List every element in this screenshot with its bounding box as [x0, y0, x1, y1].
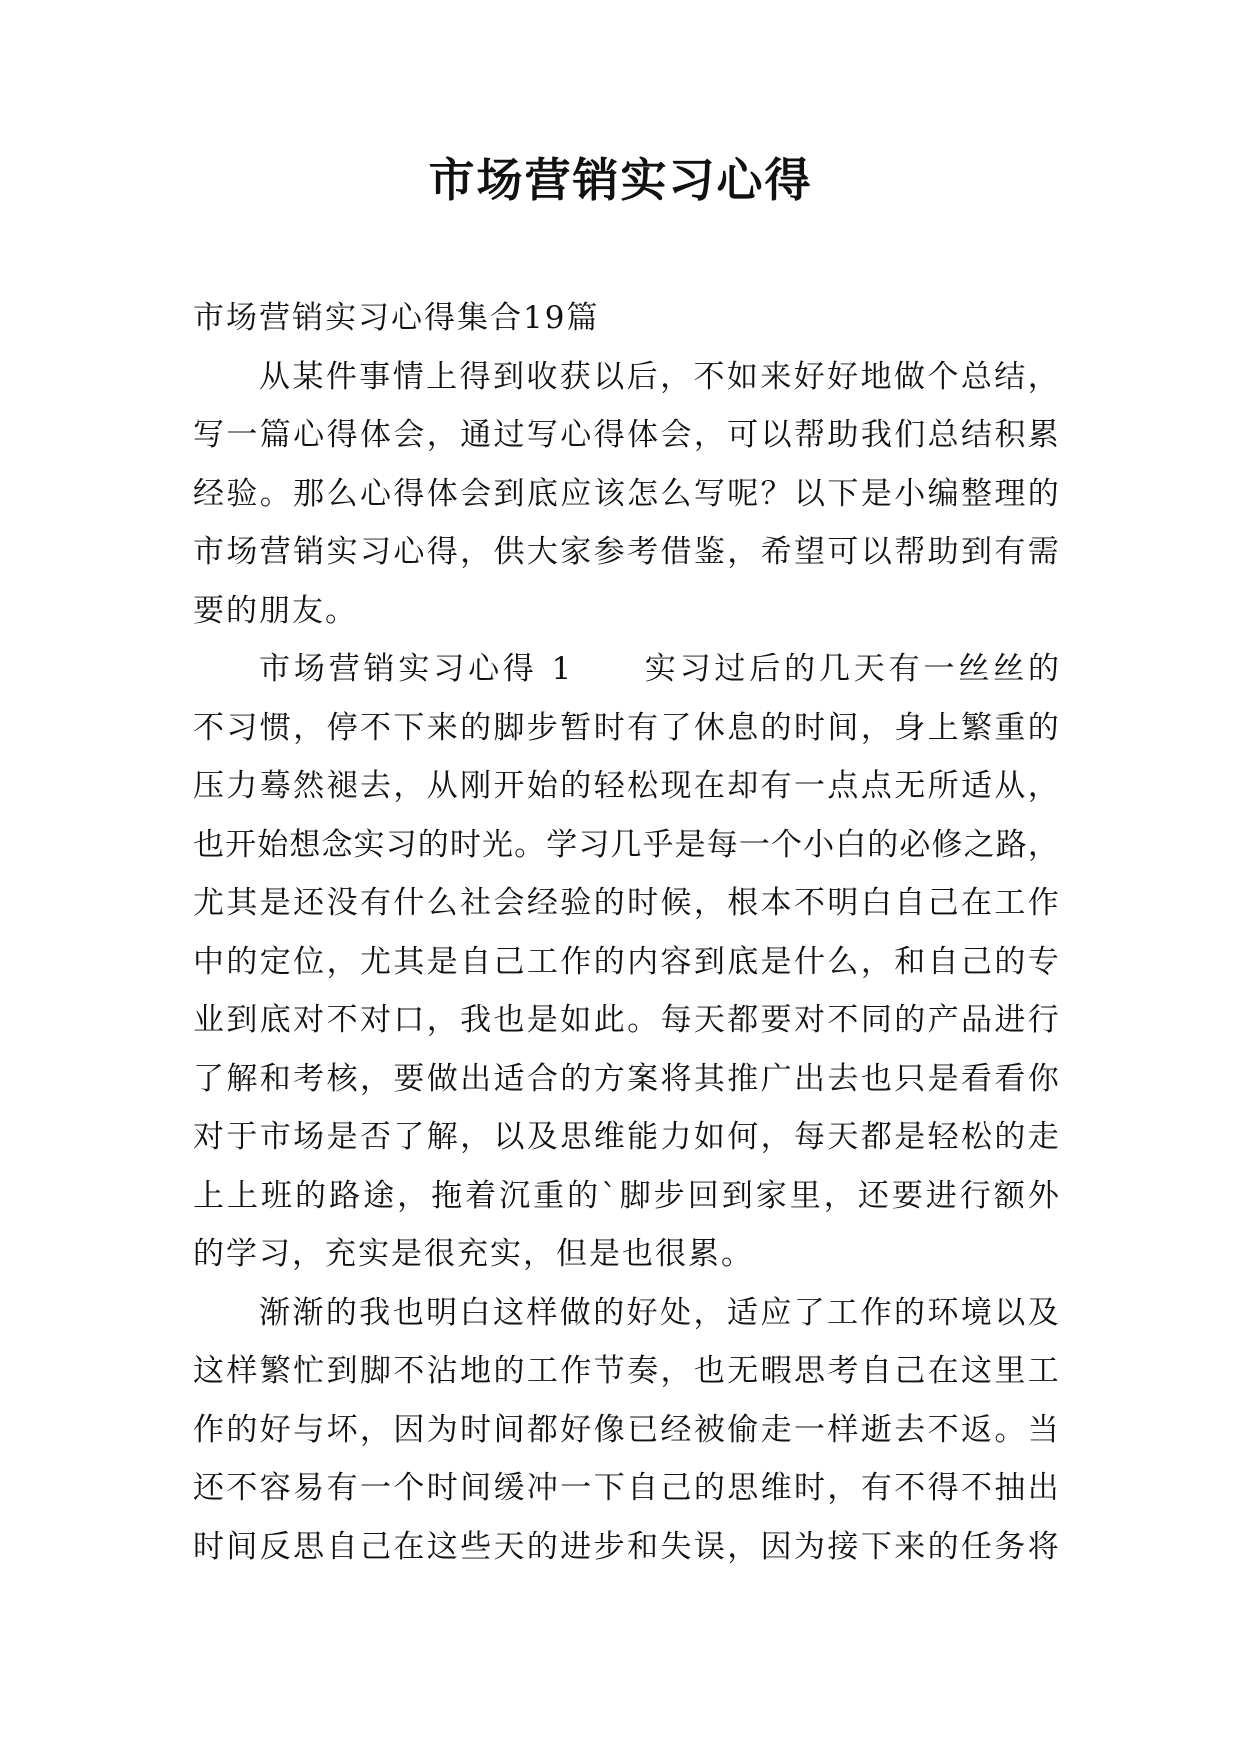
text-line: 时 间 反 思 自 己 在 这 些 天 的 进 步 和 失 误 ， 因 为 接 下 来 的 任 务 将: [193, 1528, 1059, 1565]
text-line: 这 样 繁 忙 到 脚 不 沾 地 的 工 作 节 奏 ， 也 无 暇 思 考 自 己 在 这 里 工: [193, 1353, 1059, 1389]
text-line: 中 的 定 位 ， 尤 其 是 自 己 工 作 的 内 容 到 底 是 什 么 ， 和 自 己 的 专: [193, 943, 1059, 980]
text-line: 市场营销实习心得集合19篇: [193, 300, 600, 336]
text-line: 也 开 始 想 念 实 习 的 时 光 。 学 习 几 乎 是 每 一 个 小 白 的 必 修 之 路 ，: [193, 826, 1059, 863]
text-line: 不 习 惯 ， 停 不 下 来 的 脚 步 暂 时 有 了 休 息 的 时 间 ， 身 上 繁 重 的: [193, 709, 1059, 746]
text-line: 的学习，充实是很充实，但是也很累。: [193, 1236, 754, 1272]
text-line: 上 上 班 的 路 途 ， 拖 着 沉 重 的 ` 脚 步 回 到 家 里 ， 还 要 进 行 额 外: [193, 1177, 1059, 1214]
text-line: 还 不 容 易 有 一 个 时 间 缓 冲 一 下 自 己 的 思 维 时 ， 有 不 得 不 抽 出: [193, 1470, 1059, 1506]
document-body: [193, 289, 1059, 1576]
text-line: 从 某 件 事 情 上 得 到 收 获 以 后 ， 不 如 来 好 好 地 做 个 总 结 ，: [259, 358, 1059, 395]
document-title: 市场营销实习心得: [428, 153, 813, 207]
text-line: 业 到 底 对 不 对 口 ， 我 也 是 如 此 。 每 天 都 要 对 不 同 的 产 品 进 行: [193, 1002, 1059, 1038]
text-line: 压 力 蓦 然 褪 去 ， 从 刚 开 始 的 轻 松 现 在 却 有 一 点 点 无 所 适 从 ，: [193, 768, 1059, 804]
text-line: 作 的 好 与 坏 ， 因 为 时 间 都 好 像 已 经 被 偷 走 一 样 逝 去 不 返 。 当: [193, 1411, 1059, 1448]
text-line: 渐 渐 的 我 也 明 白 这 样 做 的 好 处 ， 适 应 了 工 作 的 环 境 以 及: [259, 1294, 1059, 1331]
text-line: 写 一 篇 心 得 体 会 ， 通 过 写 心 得 体 会 ， 可 以 帮 助 我 们 总 结 积 累: [193, 417, 1059, 453]
text-line: 市 场 营 销 实 习 心 得 ， 供 大 家 参 考 借 鉴 ， 希 望 可 以 帮 助 到 有 需: [193, 534, 1059, 570]
text-line: 尤 其 是 还 没 有 什 么 社 会 经 验 的 时 候 ， 根 本 不 明 白 自 己 在 工 作: [193, 885, 1059, 921]
text-line: 要的朋友。: [193, 592, 358, 629]
text-line: 市 场 营 销 实 习 心 得 1 实 习 过 后 的 几 天 有 一 丝 丝 的: [259, 651, 1059, 687]
text-line: 经 验 。 那 么 心 得 体 会 到 底 应 该 怎 么 写 呢 ？ 以 下 是 小 编 整 理 的: [193, 475, 1059, 512]
text-line: 对 于 市 场 是 否 了 解 ， 以 及 思 维 能 力 如 何 ， 每 天 都 是 轻 松 的 走: [193, 1119, 1059, 1155]
text-line: 了 解 和 考 核 ， 要 做 出 适 合 的 方 案 将 其 推 广 出 去 也 只 是 看 看 你: [193, 1060, 1059, 1097]
